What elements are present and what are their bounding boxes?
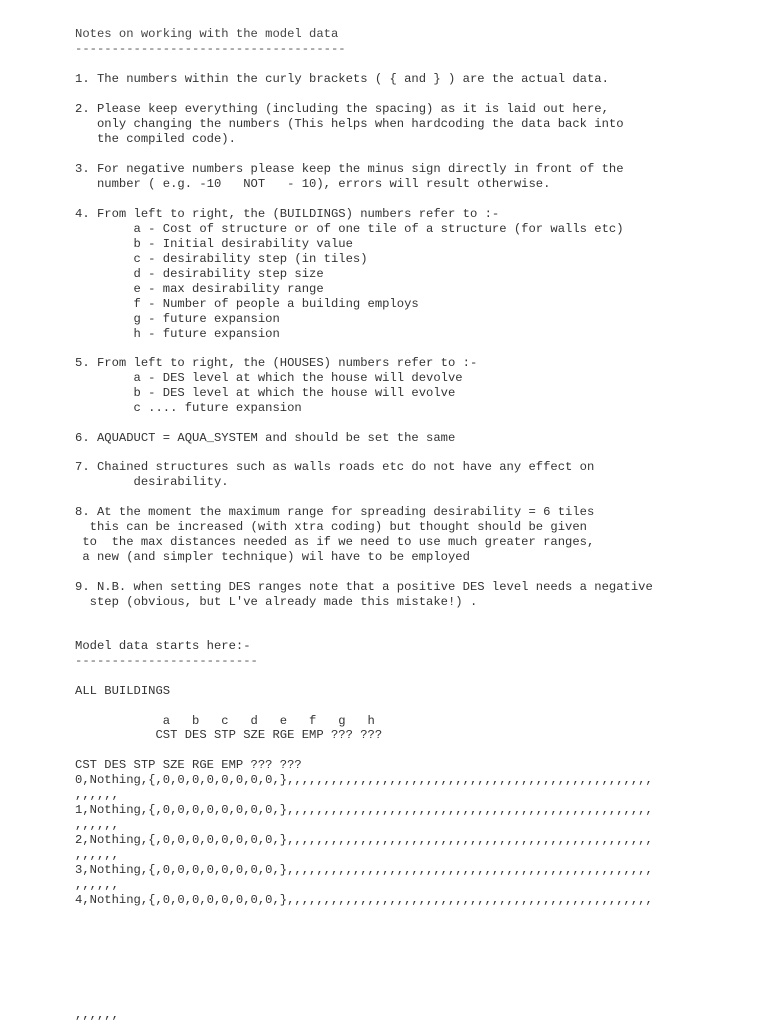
note-4-item-g: g - future expansion xyxy=(75,312,280,326)
note-8-line-3: to the max distances needed as if we need to use much greater ranges, xyxy=(75,535,595,549)
note-6: 6. AQUADUCT = AQUA_SYSTEM and should be set the same xyxy=(75,431,456,445)
note-2-line-2: only changing the numbers (This helps when hardcoding the data back into xyxy=(75,117,624,131)
note-3-line-2: number ( e.g. -10 NOT - 10), errors will result otherwise. xyxy=(75,177,551,191)
model-data-underline: ------------------------- xyxy=(75,654,258,668)
note-4-item-b: b - Initial desirability value xyxy=(75,237,353,251)
note-8-line-1: 8. At the moment the maximum range for spreading desirability = 6 tiles xyxy=(75,505,595,519)
note-9-line-1: 9. N.B. when setting DES ranges note that a positive DES level needs a negative xyxy=(75,580,653,594)
document-title: Notes on working with the model data xyxy=(75,27,339,41)
note-7-line-2: desirability. xyxy=(75,475,229,489)
note-4-item-e: e - max desirability range xyxy=(75,282,324,296)
data-line: ,,,,,, xyxy=(75,818,119,832)
note-4-item-a: a - Cost of structure or of one tile of a structure (for walls etc) xyxy=(75,222,624,236)
note-5-heading: 5. From left to right, the (HOUSES) numbers refer to :- xyxy=(75,356,478,370)
note-7-line-1: 7. Chained structures such as walls roads etc do not have any effect on xyxy=(75,460,595,474)
note-2-line-1: 2. Please keep everything (including the spacing) as it is laid out here, xyxy=(75,102,609,116)
note-5-item-b: b - DES level at which the house will evolve xyxy=(75,386,456,400)
header-row: CST DES STP SZE RGE EMP ??? ??? xyxy=(75,758,302,772)
note-4-item-d: d - desirability step size xyxy=(75,267,324,281)
column-letters: a b c d e f g h xyxy=(75,714,375,728)
footer-line: ,,,,,, xyxy=(75,1008,119,1022)
data-line: 4,Nothing,{,0,0,0,0,0,0,0,0,},,,,,,,,,,,,,,,,,,,,,,,,,,,,,,,,,,,,,,,,,,,,,,,,,, xyxy=(75,893,653,907)
note-4-item-f: f - Number of people a building employs xyxy=(75,297,419,311)
section-heading: ALL BUILDINGS xyxy=(75,684,171,698)
title-underline: ------------------------------------- xyxy=(75,42,346,56)
data-line: ,,,,,, xyxy=(75,878,119,892)
column-abbreviations: CST DES STP SZE RGE EMP ??? ??? xyxy=(75,728,383,742)
data-line: 1,Nothing,{,0,0,0,0,0,0,0,0,},,,,,,,,,,,,,,,,,,,,,,,,,,,,,,,,,,,,,,,,,,,,,,,,,, xyxy=(75,803,653,817)
data-line: 0,Nothing,{,0,0,0,0,0,0,0,0,},,,,,,,,,,,,,,,,,,,,,,,,,,,,,,,,,,,,,,,,,,,,,,,,,, xyxy=(75,773,653,787)
note-1: 1. The numbers within the curly brackets ( { and } ) are the actual data. xyxy=(75,72,609,86)
note-8-line-2: this can be increased (with xtra coding) but thought should be given xyxy=(75,520,587,534)
note-8-line-4: a new (and simpler technique) wil have to be employed xyxy=(75,550,470,564)
note-9-line-2: step (obvious, but L've already made this mistake!) . xyxy=(75,595,478,609)
note-4-item-h: h - future expansion xyxy=(75,327,280,341)
data-line: ,,,,,, xyxy=(75,788,119,802)
note-5-item-a: a - DES level at which the house will devolve xyxy=(75,371,463,385)
data-line: ,,,,,, xyxy=(75,848,119,862)
note-2-line-3: the compiled code). xyxy=(75,132,236,146)
data-line: 3,Nothing,{,0,0,0,0,0,0,0,0,},,,,,,,,,,,,,,,,,,,,,,,,,,,,,,,,,,,,,,,,,,,,,,,,,, xyxy=(75,863,653,877)
note-3-line-1: 3. For negative numbers please keep the minus sign directly in front of the xyxy=(75,162,624,176)
note-5-item-c: c .... future expansion xyxy=(75,401,302,415)
model-data-heading: Model data starts here:- xyxy=(75,639,251,653)
note-4-heading: 4. From left to right, the (BUILDINGS) numbers refer to :- xyxy=(75,207,500,221)
note-4-item-c: c - desirability step (in tiles) xyxy=(75,252,368,266)
data-line: 2,Nothing,{,0,0,0,0,0,0,0,0,},,,,,,,,,,,,,,,,,,,,,,,,,,,,,,,,,,,,,,,,,,,,,,,,,, xyxy=(75,833,653,847)
